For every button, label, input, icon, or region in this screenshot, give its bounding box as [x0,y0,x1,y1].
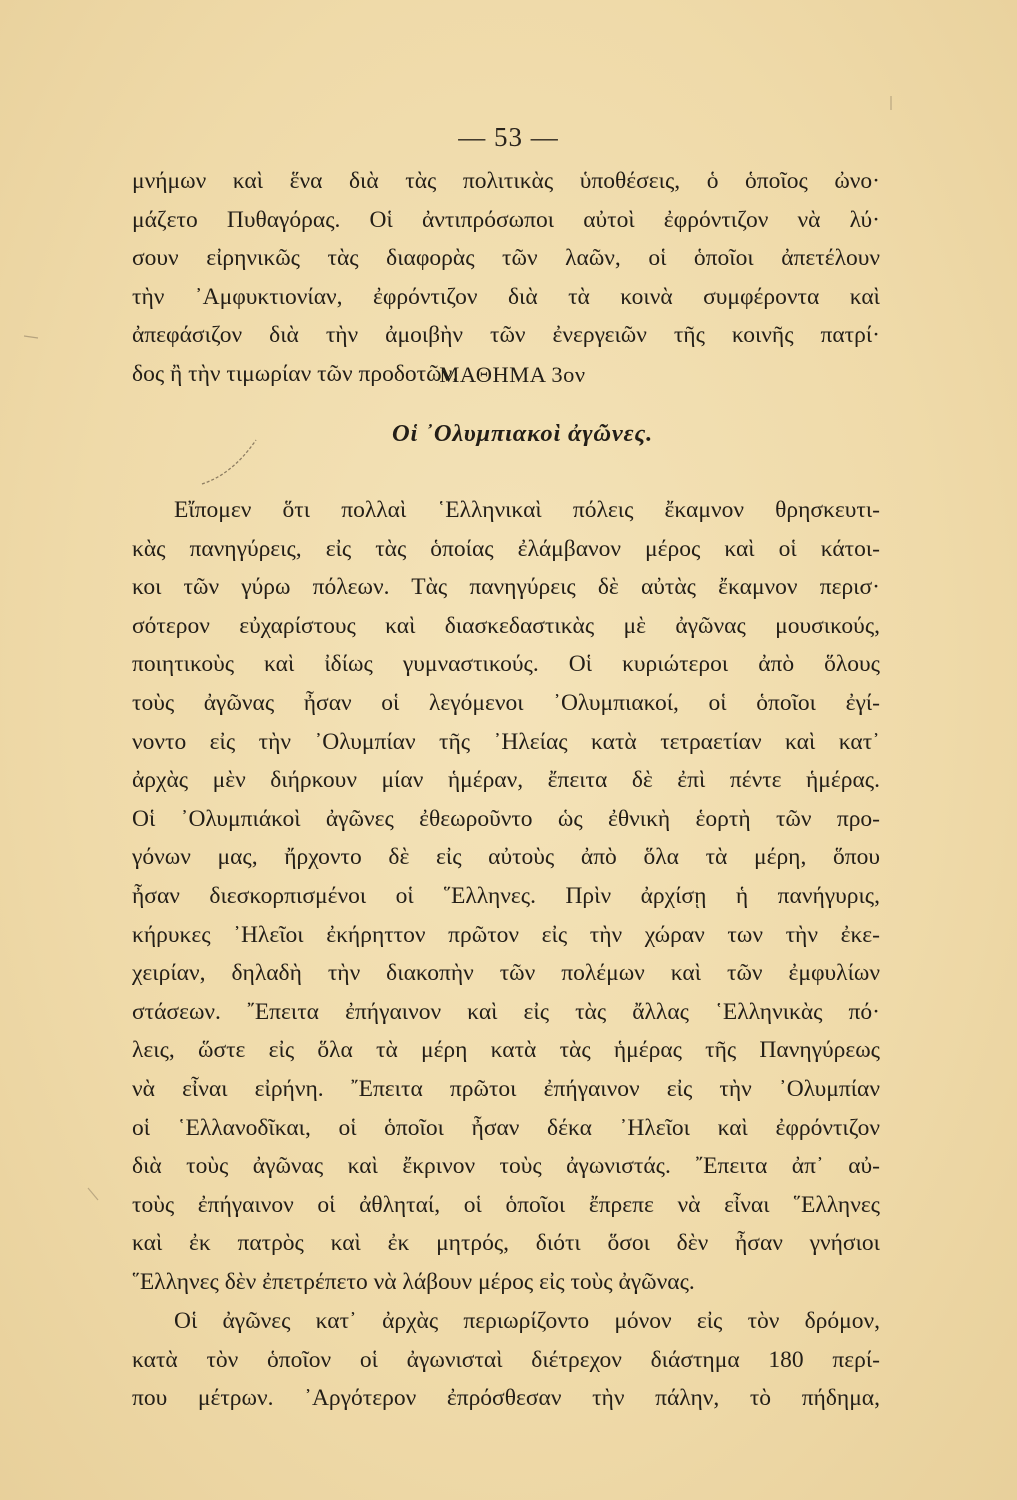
text-line: ἀπεφάσιζον διὰ τὴν ἀμοιβὴν τῶν ἐνεργειῶν τῆς κοινῆς πατρί· [132,322,880,349]
text-line: ἦσαν διεσκορπισμένοι οἱ ῞Ελληνες. Πρὶν ἀρχίσῃ ἡ πανήγυρις, [132,882,880,909]
text-line: που μέτρων. ᾿Αργότερον ἐπρόσθεσαν τὴν πάλην, τὸ πήδημα, [132,1385,880,1412]
paragraph-main [132,491,880,1301]
text-line: μάζετο Πυθαγόρας. Οἱ ἀντιπρόσωποι αὐτοὶ ἐφρόντιζον νὰ λύ· [132,206,880,233]
text-line: τὴν ᾿Αμφυκτιονίαν, ἐφρόντιζον διὰ τὰ κοινὰ συμφέροντα καὶ [132,283,880,310]
text-line: τοὺς ἀγῶνας ἦσαν οἱ λεγόμενοι ᾿Ολυμπιακοί, οἱ ὁποῖοι ἐγί- [132,689,880,716]
lesson-subtitle: Οἱ ᾿Ολυμπιακοὶ ἀγῶνες. [391,420,654,447]
text-line: ἀρχὰς μὲν διήρκουν μίαν ἡμέραν, ἔπειτα δὲ ἐπὶ πέντε ἡμέρας. [132,767,880,794]
text-line: κὰς πανηγύρεις, εἰς τὰς ὁποίας ἐλάμβανον μέρος καὶ οἱ κάτοι- [132,535,880,562]
paragraph-top [132,162,880,394]
text-line: Εἴπομεν ὅτι πολλαὶ ῾Ελληνικαὶ πόλεις ἔκαμνον θρησκευτι- [174,497,880,523]
text-line: μνήμων καὶ ἕνα διὰ τὰς πολιτικὰς ὑποθέσεις, ὁ ὁποῖος ὠνο· [132,168,880,194]
text-line: Οἱ ᾿Ολυμπιάκοὶ ἀγῶνες ἐθεωροῦντο ὡς ἐθνικὴ ἑορτὴ τῶν προ- [132,805,880,832]
text-line: γόνων μας, ἤρχοντο δὲ εἰς αὐτοὺς ἀπὸ ὅλα τὰ μέρη, ὅπου [132,844,880,871]
text-line: κοι τῶν γύρω πόλεων. Τὰς πανηγύρεις δὲ αὐτὰς ἔκαμνον περισ· [132,574,880,601]
text-line: ποιητικοὺς καὶ ἰδίως γυμναστικούς. Οἱ κυριώτεροι ἀπὸ ὅλους [132,651,880,678]
text-line: δος ἢ τὴν τιμωρίαν τῶν προδοτῶν. [132,360,459,387]
text-line: λεις, ὥστε εἰς ὅλα τὰ μέρη κατὰ τὰς ἡμέρας τῆς Πανηγύρεως [132,1037,880,1064]
text-line: κατὰ τὸν ὁποῖον οἱ ἀγωνισταὶ διέτρεχον διάστημα 180 περί- [132,1346,880,1373]
text-line: σότερον εὐχαρίστους καὶ διασκεδαστικὰς μὲ ἀγῶνας μουσικούς, [132,612,880,639]
text-line: κήρυκες ᾿Ηλεῖοι ἐκήρηττον πρῶτον εἰς τὴν χώραν των τὴν ἐκε- [132,921,880,948]
margin-mark-lower-left [84,1184,104,1204]
text-line: χειρίαν, δηλαδὴ τὴν διακοπὴν τῶν πολέμων καὶ τῶν ἐμφυλίων [132,960,880,987]
text-line: νοντο εἰς τὴν ᾿Ολυμπίαν τῆς ᾿Ηλείας κατὰ τετραετίαν καὶ κατ᾿ [132,728,880,755]
text-line: τοὺς ἐπήγαινον οἱ ἀθληταί, οἱ ὁποῖοι ἔπρεπε νὰ εἶναι ῞Ελληνες [132,1191,880,1218]
text-line: Οἱ ἀγῶνες κατ᾿ ἀρχὰς περιωρίζοντο μόνον εἰς τὸν δρόμον, [174,1308,880,1334]
text-line: σουν εἰρηνικῶς τὰς διαφορὰς τῶν λαῶν, οἱ ὁποῖοι ἀπετέλουν [132,245,880,272]
paragraph-last [132,1302,880,1418]
text-line: στάσεων. ῎Επειτα ἐπήγαινον καὶ εἰς τὰς ἄλλας ῾Ελληνικὰς πό· [132,998,880,1025]
text-line: καὶ ἐκ πατρὸς καὶ ἐκ μητρός, διότι ὅσοι δὲν ἦσαν γνήσιοι [132,1230,880,1257]
text-line: νὰ εἶναι εἰρήνη. ῎Επειτα πρῶτοι ἐπήγαινον εἰς τὴν ᾿Ολυμπίαν [132,1075,880,1102]
text-line: διὰ τοὺς ἀγῶνας καὶ ἔκρινον τοὺς ἀγωνιστάς. ῎Επειτα ἀπ᾿ αὐ- [132,1153,880,1180]
margin-mark-right [886,94,896,114]
margin-mark-left [22,326,42,346]
page-number: — 53 — [458,122,559,152]
text-line: οἱ ῾Ελλανοδῖκαι, οἱ ὁποῖοι ἦσαν δέκα ᾿Ηλεῖοι καὶ ἐφρόντιζον [132,1114,880,1141]
text-line: ῞Ελληνες δὲν ἐπετρέπετο νὰ λάβουν μέρος εἰς τοὺς ἀγῶνας. [132,1268,695,1295]
lesson-title: ΜΑΘΗΜΑ 3ον [439,362,586,387]
